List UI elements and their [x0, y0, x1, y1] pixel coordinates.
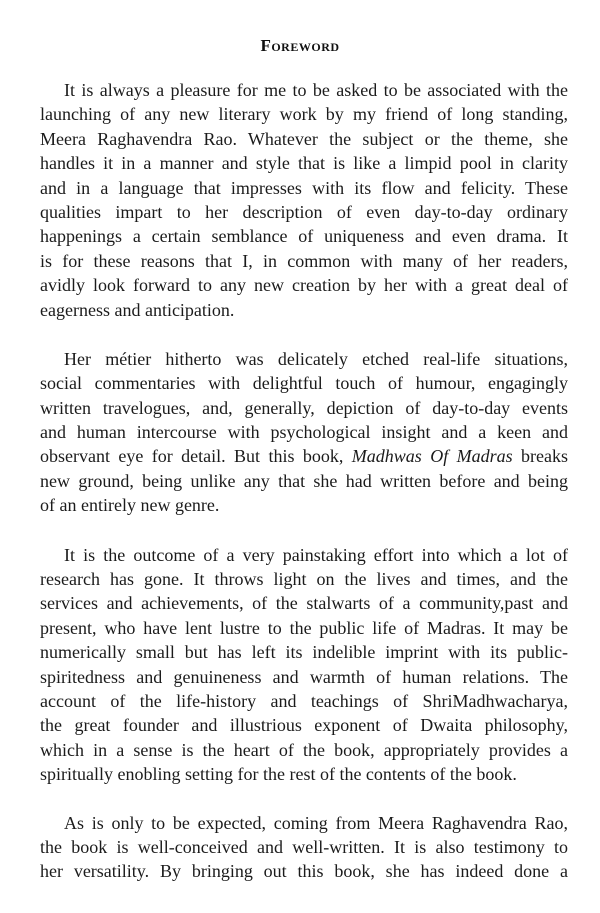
paragraph-line: It is the outcome of a very painstaking effort into which a lot of	[64, 544, 568, 565]
paragraph-line: spiritedness and genuineness and warmth of human relations. The	[40, 666, 568, 687]
paragraph-2	[40, 347, 568, 518]
paragraph-line: new ground, being unlike any that she had written before and being	[40, 470, 568, 491]
paragraph-line: the book is well-conceived and well-written. It is also testimony to	[40, 836, 568, 857]
paragraph-line: launching of any new literary work by my friend of long standing,	[40, 104, 568, 125]
body-text	[40, 78, 568, 910]
paragraph-line: As is only to be expected, coming from Meera Raghavendra Rao,	[64, 812, 568, 833]
paragraph-line: account of the life-history and teachings of ShriMadhwacharya,	[40, 690, 568, 711]
paragraph-line: numerically small but has left its indelible imprint with its public-	[40, 642, 568, 663]
paragraph-line: Meera Raghavendra Rao. Whatever the subject or the theme, she	[40, 128, 568, 149]
book-title-italic: Madhwas Of Madras	[351, 446, 513, 467]
paragraph-line: avidly look forward to any new creation by her with a great deal of	[40, 275, 568, 296]
paragraph-line: eagerness and anticipation.	[40, 299, 235, 320]
paragraph-line: written travelogues, and, generally, depiction of day-to-day events	[40, 397, 568, 418]
paragraph-line: of an entirely new genre.	[40, 495, 220, 516]
paragraph-line: handles it in a manner and style that is like a limpid pool in clarity	[40, 153, 568, 174]
paragraph-line: her versatility. By bringing out this book, she has indeed done a	[40, 861, 568, 882]
paragraph-line: which in a sense is the heart of the book, appropriately provides a	[40, 739, 568, 760]
page-title: Foreword	[260, 36, 340, 55]
paragraph-line: social commentaries with delightful touch of humour, engagingly	[40, 373, 568, 394]
paragraph-line: present, who have lent lustre to the public life of Madras. It may be	[40, 617, 568, 638]
paragraph-line: observant eye for detail. But this book, Madhwas Of Madras breaks	[40, 446, 568, 467]
paragraph-line: It is always a pleasure for me to be asked to be associated with the	[64, 80, 568, 100]
paragraph-1	[40, 78, 568, 322]
paragraph-line: is for these reasons that I, in common with many of her readers,	[40, 250, 568, 271]
paragraph-line: the great founder and illustrious exponent of Dwaita philosophy,	[40, 715, 568, 736]
paragraph-line: and in a language that impresses with its flow and felicity. These	[40, 177, 568, 198]
paragraph-3	[40, 543, 568, 787]
paragraph-line: spiritually enobling setting for the rest of the contents of the book.	[40, 764, 517, 785]
paragraph-4	[40, 811, 568, 884]
paragraph-line: happenings a certain semblance of uniqueness and even drama. It	[40, 226, 568, 247]
paragraph-line: and human intercourse with psychological insight and a keen and	[40, 422, 568, 443]
paragraph-line: services and achievements, of the stalwarts of a community,past and	[40, 593, 568, 614]
paragraph-line: Her métier hitherto was delicately etched real-life situations,	[64, 348, 568, 369]
paragraph-line: research has gone. It throws light on the lives and times, and the	[40, 569, 568, 590]
paragraph-line: qualities impart to her description of even day-to-day ordinary	[40, 201, 568, 222]
